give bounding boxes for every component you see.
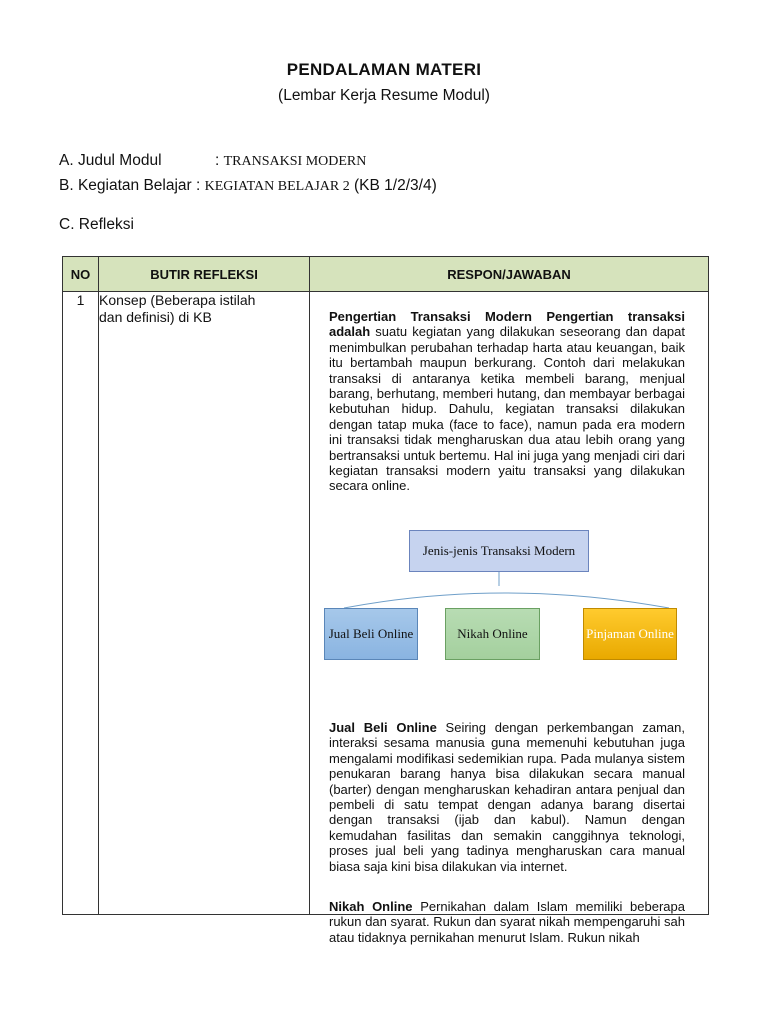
paragraph-jual-beli-online xyxy=(329,720,685,874)
paragraph-jual-beli-body: Seiring dengan perkembangan zaman, interaksi sesama manusia guna memenuhi kebutuhan juga mengalami modifikasi sedemikian rupa. Pada mulanya sistem penukaran barang hanya bisa dilakukan secara manual (barter) dengan mengharuskan kehadiran antara penjual dan pembeli di satu tempat dengan adanya barang disertai dengan transaksi (ijab dan kabul). Namun dengan kemudahan fasilitas dan semakin canggihnya teknologi, proses jual beli yang tadinya mengharuskan cara manual biasa saja kini bisa dilakukan via internet. xyxy=(329,720,685,874)
diagram-jual-beli-box: Jual Beli Online xyxy=(324,608,418,660)
paragraph-nikah-online xyxy=(329,899,685,945)
kegiatan-belajar-separator: : xyxy=(191,177,205,194)
paragraph-pengertian-body: suatu kegiatan yang dilakukan seseorang dan dapat menimbulkan perubahan terhadap harta atau keuangan, baik itu bertambah maupun berkurang. Contoh dari melakukan transaksi di antaranya ketika membeli barang, menjual barang, berhutang, memberi hutang, dan membayar berbagai kebutuhan hidup. Dahulu, kegiatan transaksi dilakukan dengan tatap muka (face to face), namun pada era modern ini transaksi tidak mengharuskan dua atau lebih orang yang bertransaksi untuk bertemu. Hal ini juga yang menjadi ciri dari kegiatan transaksi modern yaitu transaksi yang dilakukan secara online. xyxy=(329,324,685,494)
table-row xyxy=(63,292,709,915)
butir-text-line2: dan definisi) di KB xyxy=(99,309,212,325)
diagram-pinjaman-box: Pinjaman Online xyxy=(583,608,677,660)
header-butir-refleksi: BUTIR REFLEKSI xyxy=(99,257,310,292)
response-cell xyxy=(310,292,709,945)
header-respon-jawaban: RESPON/JAWABAN xyxy=(310,257,709,292)
kegiatan-belajar-label: B. Kegiatan Belajar xyxy=(59,177,192,194)
header-no: NO xyxy=(63,257,99,292)
paragraph-pengertian-heading: Pengertian Transaksi Modern Pengertian transaksi adalah xyxy=(329,309,685,340)
refleksi-table xyxy=(62,256,709,945)
row-number: 1 xyxy=(63,292,99,915)
document-title: PENDALAMAN MATERI xyxy=(286,60,482,79)
transaction-types-diagram xyxy=(324,528,688,660)
paragraph-nikah-body: Pernikahan dalam Islam memiliki beberapa rukun dan syarat. Rukun dan syarat nikah mempengaruhi sah atau tidaknya pernikahan menurut Islam. Rukun nikah xyxy=(329,899,685,945)
refleksi-heading: C. Refleksi xyxy=(59,216,134,233)
judul-modul-separator: : xyxy=(215,152,224,169)
paragraph-nikah-heading: Nikah Online xyxy=(329,899,413,914)
butir-refleksi-cell xyxy=(99,292,310,915)
diagram-nikah-box: Nikah Online xyxy=(445,608,540,660)
document-subtitle: (Lembar Kerja Resume Modul) xyxy=(278,87,490,104)
judul-modul-line xyxy=(59,152,366,170)
table-header-row xyxy=(63,257,709,292)
kegiatan-belajar-line xyxy=(59,177,437,195)
kegiatan-belajar-suffix: (KB 1/2/3/4) xyxy=(349,177,437,194)
kegiatan-belajar-value: KEGIATAN BELAJAR 2 xyxy=(204,179,350,194)
butir-text-line1: Konsep (Beberapa istilah xyxy=(99,292,256,308)
paragraph-jual-beli-heading: Jual Beli Online xyxy=(329,720,437,735)
diagram-root-box: Jenis-jenis Transaksi Modern xyxy=(409,530,589,572)
judul-modul-value: TRANSAKSI MODERN xyxy=(223,154,367,169)
judul-modul-label: A. Judul Modul xyxy=(59,152,162,169)
paragraph-pengertian xyxy=(329,309,685,494)
